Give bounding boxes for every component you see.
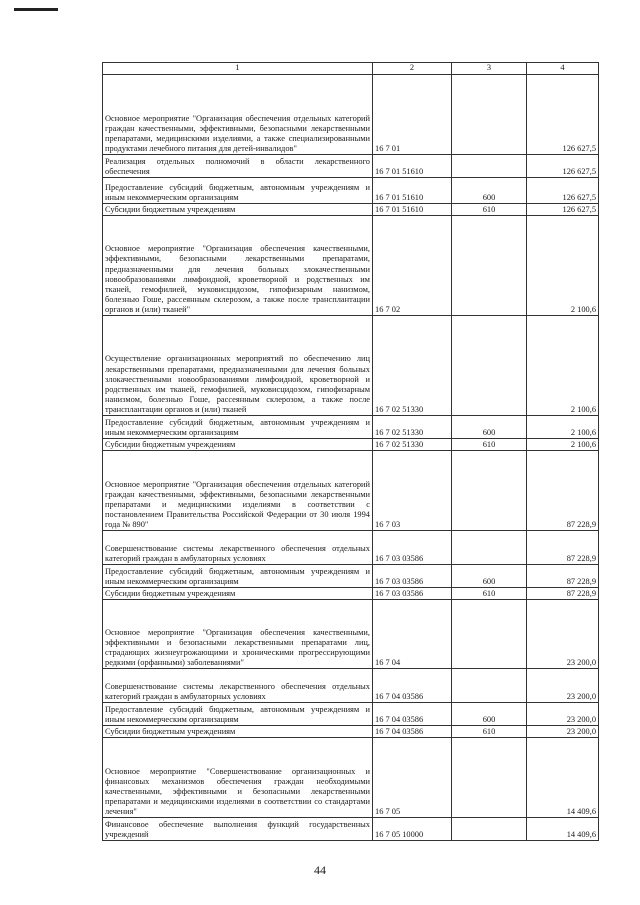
row-sum: 87 228,9 <box>527 565 599 588</box>
row-code: 16 7 01 51610 <box>373 178 452 204</box>
table-row <box>103 531 599 565</box>
row-code: 16 7 04 <box>373 600 452 669</box>
row-name: Субсидии бюджетным учреждениям <box>103 726 373 738</box>
table-row <box>103 316 599 416</box>
table-row <box>103 669 599 703</box>
table-row <box>103 588 599 600</box>
row-name: Основное мероприятие "Организация обеспечения отдельных категорий граждан качественными, эффективными, безопасными лекарственными препаратами, медицинскими изделиями, а также специализированными продуктами лечебного питания для детей-инвалидов" <box>103 75 373 155</box>
row-vr: 610 <box>452 588 527 600</box>
table-row <box>103 600 599 669</box>
row-sum: 2 100,6 <box>527 216 599 316</box>
row-sum: 126 627,5 <box>527 155 599 178</box>
row-sum: 126 627,5 <box>527 75 599 155</box>
table-row <box>103 738 599 818</box>
row-name: Основное мероприятие "Организация обеспечения отдельных категорий граждан качественными, эффективными, безопасными лекарственными препаратами и медицинскими изделиями в соответствии с постановлением Правительства Российской Федерации от 30 июля 1994 года № 890" <box>103 451 373 531</box>
row-vr <box>452 818 527 841</box>
row-name: Осуществление организационных мероприятий по обеспечению лиц лекарственными препаратами, предназначенными для лечения больных злокачественными новообразованиями лимфоидной, кроветворной и родственных им тканей, гемофилией, муковисцидозом, гипофизарным нанизмом, болезнью Гоше, рассеянным склерозом, а также после трансплантации органов и (или) тканей <box>103 316 373 416</box>
corner-mark <box>14 8 58 11</box>
row-vr <box>452 316 527 416</box>
row-code: 16 7 01 51610 <box>373 204 452 216</box>
row-vr <box>452 738 527 818</box>
row-sum: 126 627,5 <box>527 178 599 204</box>
row-vr: 610 <box>452 439 527 451</box>
table-row <box>103 565 599 588</box>
row-vr <box>452 669 527 703</box>
row-vr: 600 <box>452 178 527 204</box>
table-row <box>103 204 599 216</box>
col-header-sum: 4 <box>527 63 599 75</box>
row-code: 16 7 03 <box>373 451 452 531</box>
row-code: 16 7 03 03586 <box>373 565 452 588</box>
row-name: Субсидии бюджетным учреждениям <box>103 204 373 216</box>
row-vr <box>452 75 527 155</box>
page-number: 44 <box>314 863 326 877</box>
row-name: Реализация отдельных полномочий в области лекарственного обеспечения <box>103 155 373 178</box>
table-row <box>103 451 599 531</box>
row-code: 16 7 01 <box>373 75 452 155</box>
row-sum: 14 409,6 <box>527 738 599 818</box>
table-row <box>103 703 599 726</box>
row-code: 16 7 02 <box>373 216 452 316</box>
row-sum: 23 200,0 <box>527 669 599 703</box>
row-name: Совершенствование системы лекарственного обеспечения отдельных категорий граждан в амбулаторных условиях <box>103 669 373 703</box>
table-row <box>103 726 599 738</box>
row-name: Предоставление субсидий бюджетным, автономным учреждениям и иным некоммерческим организациям <box>103 178 373 204</box>
row-name: Основное мероприятие "Организация обеспечения качественными, эффективными, безопасными лекарственными препаратами, предназначенными для лечения больных злокачественными новообразованиями лимфоидной, кроветворной и родственных им тканей, гемофилией, муковисцидозом, гипофизарным нанизмом, болезнью Гоше, рассеянным склерозом, а также после трансплантации органов и (или) тканей" <box>103 216 373 316</box>
row-vr: 600 <box>452 565 527 588</box>
row-vr: 610 <box>452 204 527 216</box>
row-vr <box>452 600 527 669</box>
row-vr <box>452 531 527 565</box>
row-code: 16 7 01 51610 <box>373 155 452 178</box>
table-row <box>103 439 599 451</box>
row-sum: 23 200,0 <box>527 703 599 726</box>
row-name: Совершенствование системы лекарственного обеспечения отдельных категорий граждан в амбулаторных условиях <box>103 531 373 565</box>
table-row <box>103 416 599 439</box>
row-sum: 14 409,6 <box>527 818 599 841</box>
col-header-name: 1 <box>103 63 373 75</box>
row-code: 16 7 04 03586 <box>373 726 452 738</box>
budget-table <box>102 62 599 841</box>
table-row <box>103 155 599 178</box>
header-row <box>103 63 599 75</box>
row-name: Предоставление субсидий бюджетным, автономным учреждениям и иным некоммерческим организациям <box>103 565 373 588</box>
row-vr: 600 <box>452 703 527 726</box>
table-row <box>103 818 599 841</box>
row-vr <box>452 216 527 316</box>
row-name: Субсидии бюджетным учреждениям <box>103 439 373 451</box>
row-sum: 87 228,9 <box>527 451 599 531</box>
row-sum: 2 100,6 <box>527 439 599 451</box>
row-code: 16 7 05 <box>373 738 452 818</box>
row-code: 16 7 03 03586 <box>373 531 452 565</box>
row-code: 16 7 02 51330 <box>373 416 452 439</box>
row-vr <box>452 451 527 531</box>
row-sum: 126 627,5 <box>527 204 599 216</box>
row-sum: 2 100,6 <box>527 316 599 416</box>
row-sum: 87 228,9 <box>527 588 599 600</box>
row-code: 16 7 02 51330 <box>373 439 452 451</box>
table-row <box>103 75 599 155</box>
row-code: 16 7 03 03586 <box>373 588 452 600</box>
row-vr <box>452 155 527 178</box>
row-name: Финансовое обеспечение выполнения функций государственных учреждений <box>103 818 373 841</box>
row-name: Предоставление субсидий бюджетным, автономным учреждениям и иным некоммерческим организациям <box>103 416 373 439</box>
row-code: 16 7 04 03586 <box>373 669 452 703</box>
table-row <box>103 178 599 204</box>
row-code: 16 7 02 51330 <box>373 316 452 416</box>
row-name: Основное мероприятие "Совершенствование организационных и финансовых механизмов обеспечения граждан необходимыми качественными, эффективными и безопасными лекарственными препаратами и медицинскими изделиями в соответствии со стандартами лечения" <box>103 738 373 818</box>
table-row <box>103 216 599 316</box>
row-code: 16 7 05 10000 <box>373 818 452 841</box>
col-header-vr: 3 <box>452 63 527 75</box>
col-header-code: 2 <box>373 63 452 75</box>
row-name: Предоставление субсидий бюджетным, автономным учреждениям и иным некоммерческим организациям <box>103 703 373 726</box>
row-vr: 610 <box>452 726 527 738</box>
row-name: Субсидии бюджетным учреждениям <box>103 588 373 600</box>
row-sum: 2 100,6 <box>527 416 599 439</box>
row-code: 16 7 04 03586 <box>373 703 452 726</box>
row-sum: 23 200,0 <box>527 726 599 738</box>
row-vr: 600 <box>452 416 527 439</box>
row-name: Основное мероприятие "Организация обеспечения качественными, эффективными и безопасными лекарственными препаратами лиц, страдающих жизнеугрожающими и хроническими прогрессирующими редкими (орфанными) заболеваниями" <box>103 600 373 669</box>
row-sum: 23 200,0 <box>527 600 599 669</box>
row-sum: 87 228,9 <box>527 531 599 565</box>
